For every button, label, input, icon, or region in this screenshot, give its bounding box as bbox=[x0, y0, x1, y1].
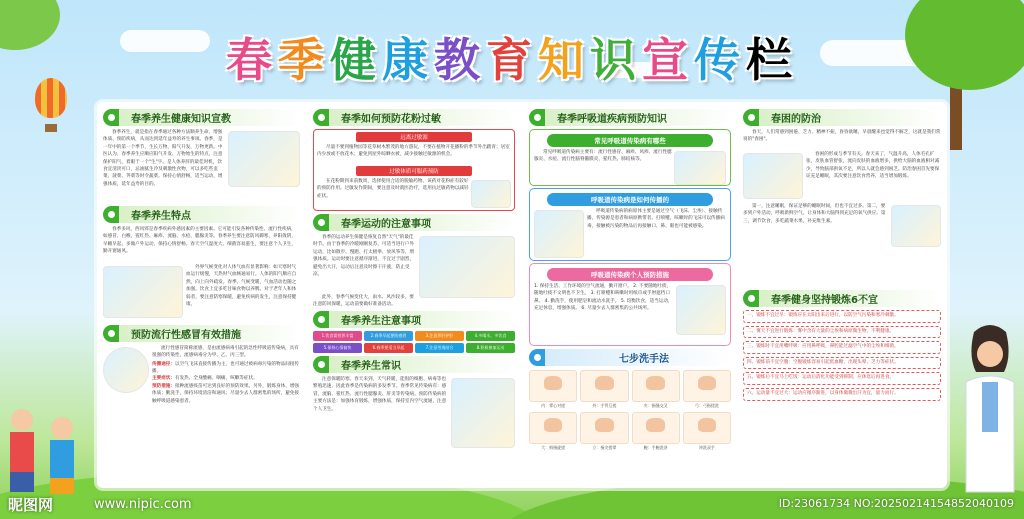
info-box bbox=[529, 129, 731, 186]
body-text: 常见呼吸道传染病主要有：流行性感冒、麻疹、风疹、流行性腮腺炎、水痘、流行性脑脊髓膜炎、猩红热、肺结核等。 bbox=[534, 150, 672, 163]
column-spring-health bbox=[99, 102, 304, 488]
wash-step: 大：拇指旋搓 bbox=[529, 412, 577, 451]
sneeze-illustration bbox=[534, 210, 584, 258]
section-header: 预防流行性感冒有效措施 bbox=[103, 325, 300, 342]
hand-icon bbox=[529, 370, 577, 402]
pills-illustration bbox=[471, 180, 511, 208]
balloon-basket bbox=[45, 124, 57, 132]
rule-item: 一、锻炼不宜过早：锻炼应在太阳出来后进行，以防空气污染和寒冷刺激。 bbox=[743, 310, 941, 323]
watermark-logo: 昵图网 bbox=[8, 496, 54, 514]
sleeping-illustration bbox=[891, 205, 941, 247]
body-text: 1. 保持生活、工作环境的空气流通，勤开窗户。 2. 不要随地吐痰，随地吐痰不文明也不卫生。 3. 打喷嚏和咳嗽时用纸巾或手肘遮挡口鼻。 4. 勤洗手，使用肥皂和流动水洗手。 5. 均衡饮食，适当运动，充足休息，增强体质。 6. 尽量少去人群密集的公共场所。 bbox=[534, 284, 673, 312]
section-header: 春季健身坚持锻炼6不宜 bbox=[743, 290, 941, 307]
outdoor-illustration bbox=[103, 266, 183, 318]
subheading: 呼吸道传染病是如何传播的 bbox=[547, 193, 712, 206]
subheading: 常见呼吸道传染病有哪些 bbox=[547, 134, 712, 147]
hand-icon bbox=[580, 412, 628, 444]
hand-icon bbox=[529, 412, 577, 444]
body-text: 春天，人们常感到困倦、乏力、精神不振，昏昏欲睡，早晨醒来也觉得不解乏，这就是我们常说的"春困"。 bbox=[743, 130, 941, 143]
wash-step: 冲洗双手 bbox=[683, 412, 731, 451]
wash-step: 立：指尖搓掌 bbox=[580, 412, 628, 451]
handwash-illustration bbox=[676, 285, 726, 335]
tip-item: 2.春季早起要防感冒 bbox=[364, 331, 413, 341]
label: 主要症状： bbox=[152, 376, 175, 381]
section-header: 春季呼吸道疾病预防知识 bbox=[529, 109, 731, 126]
body-text: 此外，春季气候变化大，雨水、风沙较多，要注意防风保暖，运动前要做好准备活动。 bbox=[313, 295, 414, 308]
hand-icon bbox=[683, 370, 731, 402]
section-header: 春季运动的注意事项 bbox=[313, 214, 515, 231]
info-box bbox=[529, 263, 731, 346]
rule-item: 四、锻炼前不宜空腹：空腹锻炼容易引起低血糖，出现头晕、乏力等症状。 bbox=[743, 357, 941, 370]
exercise-illustration bbox=[228, 131, 300, 187]
sleepy-student-illustration bbox=[743, 153, 803, 199]
wash-step: 夹：指缝交叉 bbox=[632, 370, 680, 409]
section-header: 春季如何预防花粉过敏 bbox=[313, 109, 515, 126]
tip-item: 3.注意养肝护肝 bbox=[415, 331, 464, 341]
tag: 远离过敏源 bbox=[356, 132, 472, 142]
rule-item: 三、锻炼时不宜用嘴呼吸：应用鼻呼吸，鼻腔能过滤空气中的尘埃和细菌。 bbox=[743, 341, 941, 354]
column-respiratory bbox=[525, 102, 735, 488]
hand-icon bbox=[632, 370, 680, 402]
green-plant-illustration bbox=[451, 378, 515, 448]
hand-icon bbox=[683, 412, 731, 444]
virus-illustration bbox=[674, 151, 726, 185]
tip-item: 6.春季要适当早起 bbox=[364, 343, 413, 353]
rule-item: 六、运动量不宜过大：运动应循序渐进，以身体微微出汗为宜，量力而行。 bbox=[743, 388, 941, 401]
mask-illustration bbox=[103, 347, 149, 393]
handwash-steps bbox=[529, 370, 731, 451]
body-text: 春季多风，西风邪是春季疾病外感因素的主要因素。它可能引发各种传染性、流行性疾病，如感冒、白喉、猩红热、麻疹、流脑、水痘、腮腺炎等。春季养生要注意防风御寒，养阳敛阴，早睡早起，多做户外运动，保持心情舒畅。春天空气湿度大、细菌容易滋生，要注意个人卫生，勤开窗通风。 bbox=[103, 227, 296, 255]
section-header: 春季养生注意事项 bbox=[313, 311, 515, 328]
column-allergy-exercise bbox=[309, 102, 519, 488]
label: 传播途径： bbox=[152, 362, 175, 367]
body-text: 第一，注意睡眠，保证足够的睡眠时间，但也不宜过多。第二，要多到户外活动，呼吸新鲜空气，让身体和大脑得到充足的氧气供应。第三，调节饮食，多吃蔬菜水果，补充维生素。 bbox=[743, 204, 886, 224]
body-text: 在花粉期到来前数周，选择使用合适的脱敏药物。该药对花粉症有较好的预防作用。过敏发作期间，要注意及时就医治疗，选用抗过敏药物以减轻症状。 bbox=[317, 179, 469, 199]
info-box bbox=[529, 188, 731, 261]
wash-step: 外：手背互搓 bbox=[580, 370, 628, 409]
content-board bbox=[97, 102, 947, 488]
wash-step: 内：掌心对搓 bbox=[529, 370, 577, 409]
hand-icon bbox=[580, 370, 628, 402]
body-text: 有发热、全身酸痛、咽痛、咳嗽等症状。 bbox=[174, 376, 258, 381]
tips-grid bbox=[313, 331, 515, 353]
subheading: 呼吸道传染病个人预防措施 bbox=[547, 268, 712, 281]
body-text: 春季的运动养生保健是恢复自然"天气"的最佳时节。由于春季的冷暖刚刚复苏，可适当进行户外运动，比如散步、慢跑、打太极拳、放风筝等，增强体质。运动时要注意循序渐进，不宜过于剧烈，避免出大汗，运动后注意及时擦干汗液，防止受凉。 bbox=[313, 235, 415, 278]
page-title: 春季健康教育知识宣传栏 bbox=[226, 33, 798, 87]
body-text: 春季养生，就是指在春季通过各种方法顺养生命、增强体质、预防疾病，从而达到延年益寿的养生事项。春季，是一年中的第一个季节，生长万物，阳气升发，万物更新。中医认为，春季养生应顺应阳气升发、万物始生的特点，注意保护阳气，着眼于一个"生"字。是人体养肝的最佳时机，饮食宜清淡可口，忌油腻生冷及刺激性食物，可以多吃些韭菜、菠菜、荠菜等时令蔬菜。保持心情舒畅，适当运动，增强体质，延年益寿的目的。 bbox=[103, 130, 223, 187]
body-text: 外界气候变化对人体气血有显著影响：如天寒时气血运行缓慢，天热时气血畅通易行。人体的阳气顺应自然，向上向外疏发。春季，气候变暖，气血活动也随之加强。饮食上宜多吃甘味食物以养脾。对于老年人和体弱者，要注意防寒保暖，避免疾病的发生，注意保持健康。 bbox=[186, 265, 297, 308]
watermark-url: www.nipic.com bbox=[94, 497, 192, 512]
body-text: 以空气飞沫直接传播为主，也可通过被病毒污染的物品间接传播。 bbox=[152, 362, 300, 375]
section-header: 春季养生健康知识宣教 bbox=[103, 109, 300, 126]
column-spring-fatigue bbox=[739, 102, 945, 488]
body-text: 呼吸道传染病的病原体主要是通过空气（飞沫、尘埃）、接触传播。传染源是患者和病原携带者。打喷嚏、咳嗽时的飞沫可以传播病毒，接触被污染的物品后再接触口、鼻、眼也可能被感染。 bbox=[587, 209, 725, 229]
body-text: 注意保暖防寒。春天来到，天气转暖，能很的细胞、病毒等也繁殖迅速，因此春季是传染病的多发季节。春季常见传染病有：感冒、流脑、猩红热、流行性腮腺炎、肝炎等传染病。预防传染病的主要方法是：加强体育锻炼，增强体质，保持室内空气流通，注意个人卫生。 bbox=[313, 377, 447, 412]
tip-item: 8.积极参加运动 bbox=[466, 343, 515, 353]
hand-icon bbox=[632, 412, 680, 444]
body-text: 流行性感冒简称流感，是由流感病毒引起的急性呼吸道传染病，具有很强的传染性，流感病毒分为甲、乙、丙三型。 bbox=[152, 346, 299, 359]
tag: 过敏体质可服药预防 bbox=[356, 166, 472, 176]
section-header: 春困的防治 bbox=[743, 109, 941, 126]
body-text: 春困的形成与季节有关。春天来了，气温升高，人体毛孔扩张，皮肤血管舒张，流向皮肤的血液增多，供给大脑的血液相对减少，导致脑部供氧不足，所以人就会感到困乏。防治春困首先要保证充足睡眠，其次要注意饮食营养，适当增加锻炼。 bbox=[806, 152, 940, 180]
tip-item: 5.保持心情愉快 bbox=[313, 343, 362, 353]
children-illustration bbox=[0, 380, 95, 500]
image-id-label: ID:23061734 NO:20250214154852040109 bbox=[778, 497, 1014, 510]
tip-item: 7.注意劳逸结合 bbox=[415, 343, 464, 353]
doctor-illustration bbox=[960, 322, 1020, 502]
section-header: 春季养生特点 bbox=[103, 206, 300, 223]
body-text: 接种流感疫苗可达到良好的预防效果。另外，锻炼身体、增强体质；勤洗手，保持环境清洁和通风；尽量少去人群密集的场所，避免接触呼吸道感染患者。 bbox=[152, 384, 300, 404]
rule-item: 二、雾天不宜进行锻炼：雾中含有大量的尘埃和病原微生物，不利健康。 bbox=[743, 326, 941, 339]
tip-item: 4.多喝水、多饮食 bbox=[466, 331, 515, 341]
section-header: 七步洗手法 bbox=[529, 349, 731, 366]
section-header: 春季养生常识 bbox=[313, 356, 515, 373]
wash-step: 弓：弓指搓洗 bbox=[683, 370, 731, 409]
tip-item: 1.饮食需营养丰富 bbox=[313, 331, 362, 341]
rule-item: 五、锻炼后不宜马上吃饭：运动后消化功能受到抑制，应休息后再进食。 bbox=[743, 372, 941, 385]
running-people-illustration bbox=[419, 236, 515, 298]
wash-step: 腕：手腕洗净 bbox=[632, 412, 680, 451]
allergy-box bbox=[313, 129, 515, 211]
label: 预防措施： bbox=[152, 384, 175, 389]
body-text: 尽量不要到植物园等花草树木繁茂的地方游玩，不要在植物开花播粉的季节外出踏青；居室内少放或不放花木；避免到屋外晾晒衣被，减少接触过敏源的机会。 bbox=[317, 145, 510, 158]
